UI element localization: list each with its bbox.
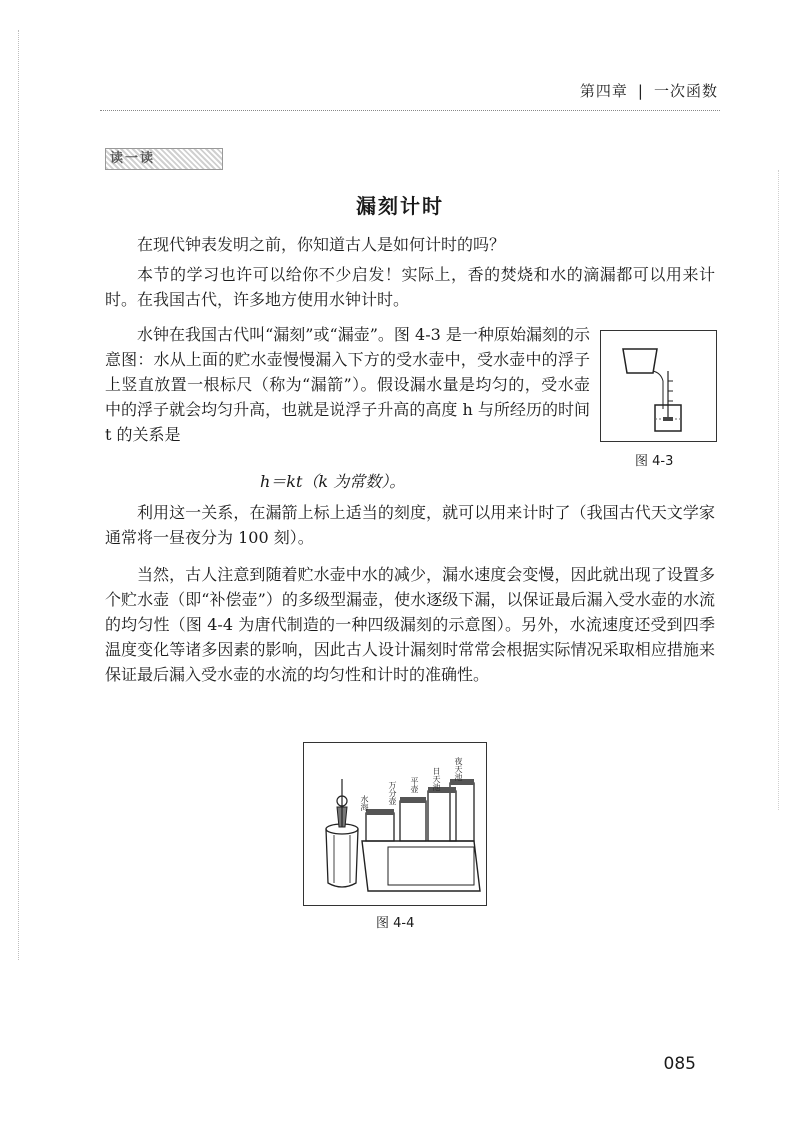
water-clock-diagram: [601, 331, 716, 441]
paragraph-water-clock: 水钟在我国古代叫“漏刻”或“漏壶”。图 4-3 是一种原始漏刻的示意图：水从上面的贮水壶慢慢漏入下方的受水壶中，受水壶中的浮子上竖直放置一根标尺（称为“漏箭”）。假设漏水量是均匀的，受水壶中的浮子就会均匀升高，也就是说浮子升高的高度 h 与所经历的时间 t 的关系是: [105, 325, 590, 444]
formula: h＝kt（k 为常数）。: [260, 472, 406, 491]
scan-edge-right: [778, 170, 779, 810]
header-separator: |: [637, 82, 644, 100]
figure-4-4-caption: 图 4-4: [376, 916, 415, 931]
page-title: 漏刻计时: [356, 194, 444, 218]
running-header: [580, 80, 718, 101]
scan-edge-left: [18, 30, 19, 960]
paragraph-intro: 在现代钟表发明之前，你知道古人是如何计时的吗？: [137, 235, 506, 254]
figure-4-4: [303, 742, 487, 906]
paragraph-compensation: 当然，古人注意到随着贮水壶中水的减少，漏水速度会变慢，因此就出现了设置多个贮水壶（即“补偿壶”）的多级型漏壶，使水逐级下漏，以保证最后漏入受水壶的水流的均匀性（图 4-4 为唐代制造的一种四级漏刻的示意图）。另外，水流速度还受到四季温度变化等诸多因素的影响，因此古人设计漏刻时常常会根据实际情况采取相应措施来保证最后漏入受水壶的水流的均匀性和计时的准确性。: [105, 565, 715, 684]
label-night-tank: 夜天池: [454, 757, 463, 781]
label-level-vessel: 平壶: [410, 777, 419, 793]
chapter-number: 第四章: [579, 82, 628, 100]
figure-4-3: [600, 330, 717, 442]
page-number: 085: [663, 1054, 696, 1074]
paragraph-scale: 利用这一关系，在漏箭上标上适当的刻度，就可以用来计时了（我国古代天文学家通常将一昼夜分为 100 刻）。: [105, 503, 715, 547]
paragraph-hint: 本节的学习也许可以给你不少启发！实际上，香的焚烧和水的滴漏都可以用来计时。在我国古代，许多地方使用水钟计时。: [105, 265, 715, 309]
label-water-sea: 水海: [360, 795, 369, 811]
label-day-tank: 日天池: [432, 767, 441, 791]
label-ten-thousand-vessel: 万分壶: [388, 781, 397, 805]
section-badge: 读一读: [105, 148, 223, 170]
header-rule: [100, 110, 720, 111]
figure-4-3-caption: 图 4-3: [635, 454, 674, 469]
chapter-title: 一次函数: [653, 82, 718, 100]
